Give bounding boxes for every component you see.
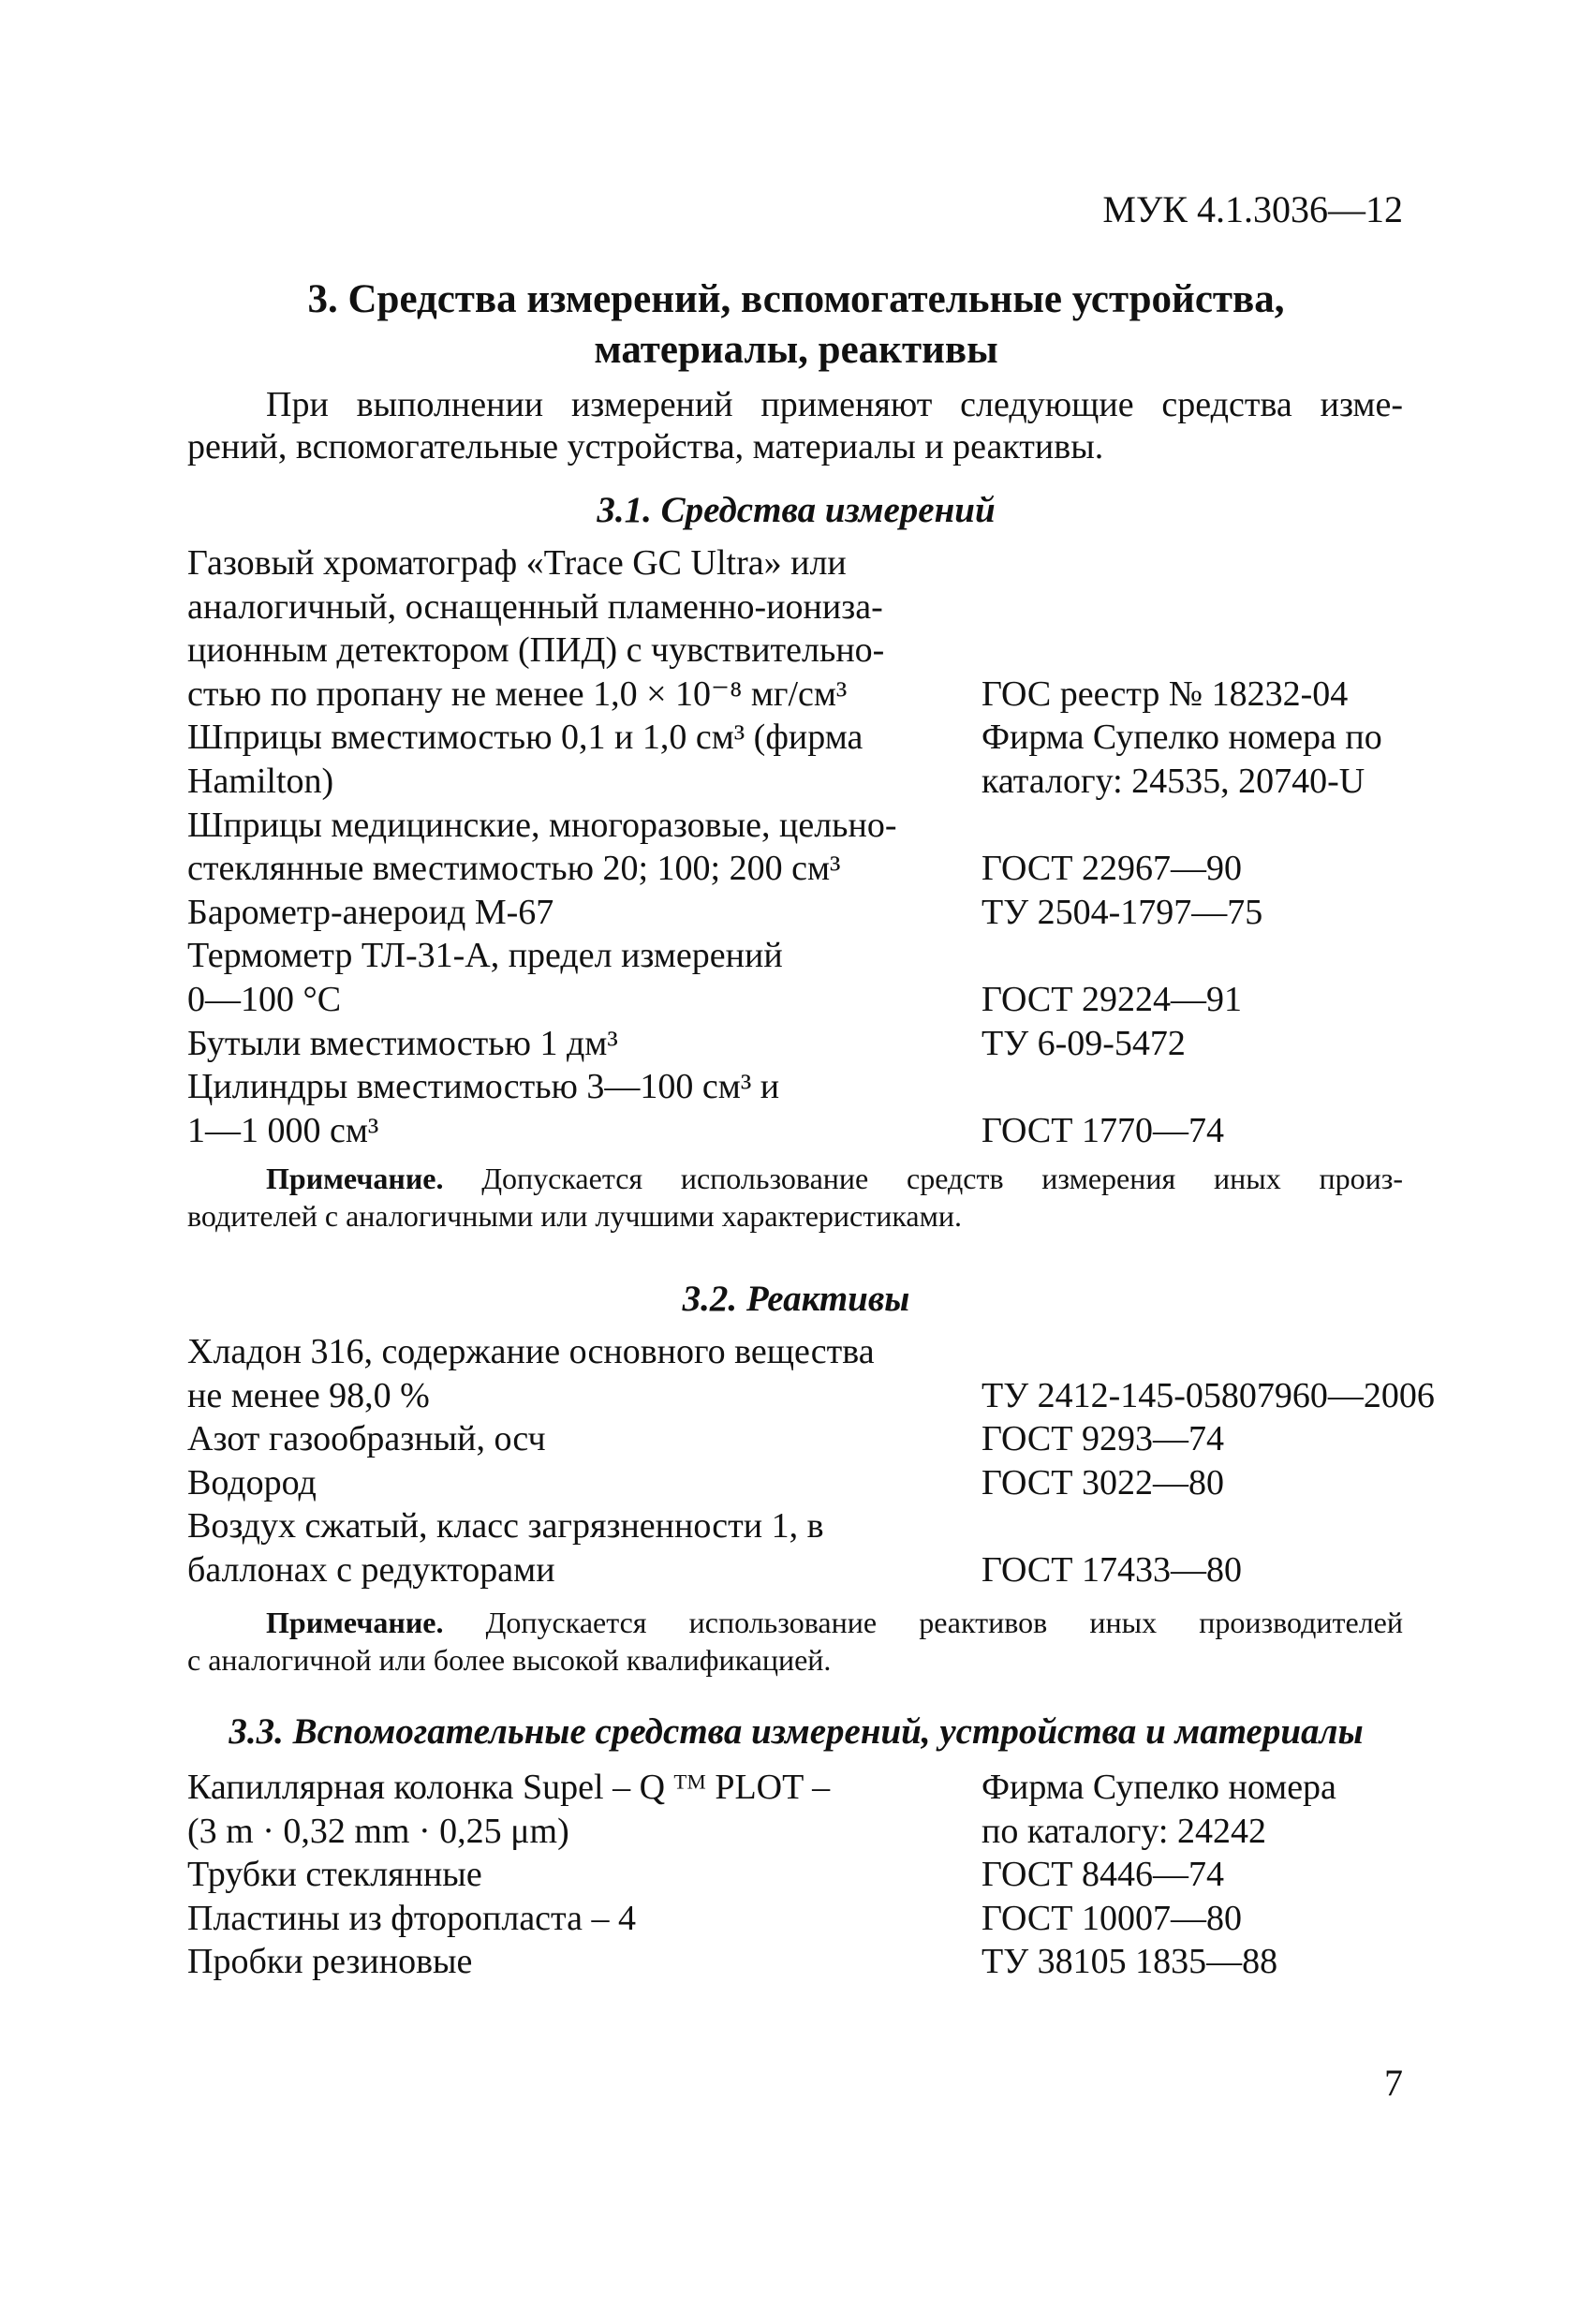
section-title-line-2: материалы, реактивы: [594, 328, 998, 372]
item-standard-line: ГОСТ 10007—80: [981, 1898, 1242, 1938]
note-text: Допускается использование реактивов иных производителей: [443, 1606, 1403, 1639]
item-name-line: Барометр-анероид М-67: [187, 892, 554, 932]
item-name: [187, 1504, 981, 1591]
list-item: [187, 541, 1452, 716]
item-name-line: Пробки резиновые: [187, 1942, 473, 1982]
item-standard-line: каталогу: 24535, 20740-U: [981, 761, 1365, 801]
item-standard-line: ГОСТ 8446—74: [981, 1855, 1224, 1895]
item-standard-line: ТУ 2504-1797—75: [981, 892, 1263, 932]
list-item: [187, 1417, 1452, 1461]
subsection-title-3-3: 3.3. Вспомогательные средства измерений, устройства и материалы: [229, 1711, 1364, 1752]
item-standard-line: ГОСТ 1770—74: [981, 1110, 1224, 1150]
item-standard-line: ГОСТ 3022—80: [981, 1462, 1224, 1502]
item-name-line: Капиллярная колонка Supel – Q ᵀᴹ PLOT –: [187, 1768, 831, 1807]
item-name-line: Газовый хроматограф «Trace GC Ultra» или: [187, 543, 847, 583]
item-name-line: аналогичный, оснащенный пламенно-иониза-: [187, 586, 883, 627]
item-standard: [981, 1766, 1450, 1853]
item-name: [187, 1065, 981, 1152]
item-standard-line: ГОСТ 29224—91: [981, 979, 1242, 1019]
item-standard: [981, 1940, 1450, 1984]
section-title: [187, 274, 1405, 376]
item-standard-line: [981, 541, 1450, 585]
item-name: [187, 541, 981, 716]
item-name-line: Трубки стеклянные: [187, 1855, 482, 1895]
item-name-line: ционным детектором (ПИД) с чувствительно-: [187, 630, 885, 671]
section-title-line-1: 3. Средства измерений, вспомогательные устройства,: [307, 277, 1285, 321]
item-standard-line: ГОСТ 9293—74: [981, 1419, 1224, 1459]
item-name-line: Термометр ТЛ-31-А, предел измерений: [187, 936, 783, 976]
list-item: [187, 716, 1452, 803]
item-standard: [981, 1504, 1450, 1591]
document-code: МУК 4.1.3036—12: [1102, 188, 1403, 230]
item-name-line: Шприцы вместимостью 0,1 и 1,0 см³ (фирма: [187, 718, 863, 758]
item-name: [187, 716, 981, 803]
item-standard: [981, 1065, 1450, 1152]
item-standard: [981, 1330, 1450, 1417]
item-standard-line: ГОСТ 17433—80: [981, 1549, 1242, 1590]
item-name-line: стью по пропану не менее 1,0 × 10⁻⁸ мг/см³: [187, 674, 848, 714]
intro-line-2: рений, вспомогательные устройства, материалы и реактивы.: [187, 427, 1104, 466]
list-item: [187, 891, 1452, 935]
item-name-line: Цилиндры вместимостью 3—100 см³ и: [187, 1067, 780, 1107]
item-name-line: баллонах с редукторами: [187, 1549, 555, 1590]
item-standard-line: Фирма Супелко номера по: [981, 718, 1382, 758]
item-name: [187, 1461, 981, 1505]
item-name: [187, 1940, 981, 1984]
item-name: [187, 804, 981, 891]
note-line-1: [187, 1160, 1403, 1197]
list-item: [187, 1022, 1452, 1066]
item-standard-line: ТУ 38105 1835—88: [981, 1942, 1278, 1982]
item-standard-line: ГОС реестр № 18232-04: [981, 674, 1349, 714]
list-item: [187, 1853, 1452, 1897]
item-standard-line: [981, 585, 1450, 629]
item-standard: [981, 1897, 1450, 1941]
intro-paragraph: [187, 384, 1403, 468]
item-standard-line: по каталогу: 24242: [981, 1811, 1266, 1851]
note-line-2: водителей с аналогичными или лучшими характеристиками.: [187, 1199, 962, 1233]
item-standard: [981, 1461, 1450, 1505]
item-name: [187, 1417, 981, 1461]
list-item: [187, 934, 1452, 1021]
list-item: [187, 1897, 1452, 1941]
note-label: Примечание.: [266, 1606, 444, 1639]
item-standard-line: [981, 804, 1450, 848]
item-standard: [981, 891, 1450, 935]
item-standard-line: ТУ 6-09-5472: [981, 1023, 1186, 1063]
reagents-list: [187, 1330, 1452, 1592]
item-standard-line: ТУ 2412-145-05807960—2006: [981, 1375, 1435, 1415]
item-standard: [981, 716, 1450, 803]
page-number: 7: [1384, 2062, 1403, 2104]
item-name-line: Хладон 316, содержание основного вещества: [187, 1332, 875, 1371]
item-name: [187, 1897, 981, 1941]
instruments-list: [187, 541, 1452, 1152]
item-standard-line: [981, 1330, 1450, 1374]
item-name: [187, 1766, 981, 1853]
item-name: [187, 891, 981, 935]
item-name-line: 1—1 000 см³: [187, 1110, 379, 1150]
note-text: Допускается использование средств измерения иных произ-: [443, 1162, 1403, 1195]
item-name-line: стеклянные вместимостью 20; 100; 200 см³: [187, 849, 841, 889]
item-name: [187, 1853, 981, 1897]
list-item: [187, 804, 1452, 891]
item-standard-line: Фирма Супелко номера: [981, 1768, 1336, 1807]
item-name-line: Азот газообразный, осч: [187, 1419, 546, 1459]
instruments-note: [187, 1160, 1403, 1235]
list-item: [187, 1461, 1452, 1505]
item-name-line: 0—100 °С: [187, 979, 342, 1019]
list-item: [187, 1065, 1452, 1152]
auxiliary-list: [187, 1766, 1452, 1984]
item-standard: [981, 1853, 1450, 1897]
item-standard-line: [981, 1504, 1450, 1548]
item-standard: [981, 541, 1450, 716]
item-standard-line: ГОСТ 22967—90: [981, 849, 1242, 889]
note-line-2: с аналогичной или более высокой квалификацией.: [187, 1643, 832, 1677]
intro-line-1: При выполнении измерений применяют следующие средства изме-: [266, 385, 1403, 424]
subsection-title-3-2: 3.2. Реактивы: [682, 1279, 910, 1319]
item-name: [187, 1022, 981, 1066]
note-line-1: [187, 1604, 1403, 1641]
list-item: [187, 1330, 1452, 1417]
item-name-line: Hamilton): [187, 761, 334, 801]
list-item: [187, 1504, 1452, 1591]
item-name-line: Воздух сжатый, класс загрязненности 1, в: [187, 1506, 824, 1547]
item-standard: [981, 804, 1450, 891]
item-name-line: не менее 98,0 %: [187, 1375, 430, 1415]
reagents-note: [187, 1604, 1403, 1679]
note-label: Примечание.: [266, 1162, 444, 1195]
item-name-line: Бутыли вместимостью 1 дм³: [187, 1023, 618, 1063]
item-standard-line: [981, 934, 1450, 978]
item-standard-line: [981, 629, 1450, 673]
item-standard-line: [981, 1065, 1450, 1109]
item-name: [187, 934, 981, 1021]
item-standard: [981, 1022, 1450, 1066]
item-name-line: Пластины из фторопласта – 4: [187, 1898, 636, 1938]
list-item: [187, 1940, 1452, 1984]
item-name-line: Водород: [187, 1462, 317, 1502]
item-name: [187, 1330, 981, 1417]
list-item: [187, 1766, 1452, 1853]
item-name-line: Шприцы медицинские, многоразовые, цельно-: [187, 805, 897, 845]
item-name-line: (3 m · 0,32 mm · 0,25 μm): [187, 1811, 569, 1851]
subsection-title-3-1: 3.1. Средства измерений: [597, 490, 996, 530]
item-standard: [981, 1417, 1450, 1461]
item-standard: [981, 934, 1450, 1021]
